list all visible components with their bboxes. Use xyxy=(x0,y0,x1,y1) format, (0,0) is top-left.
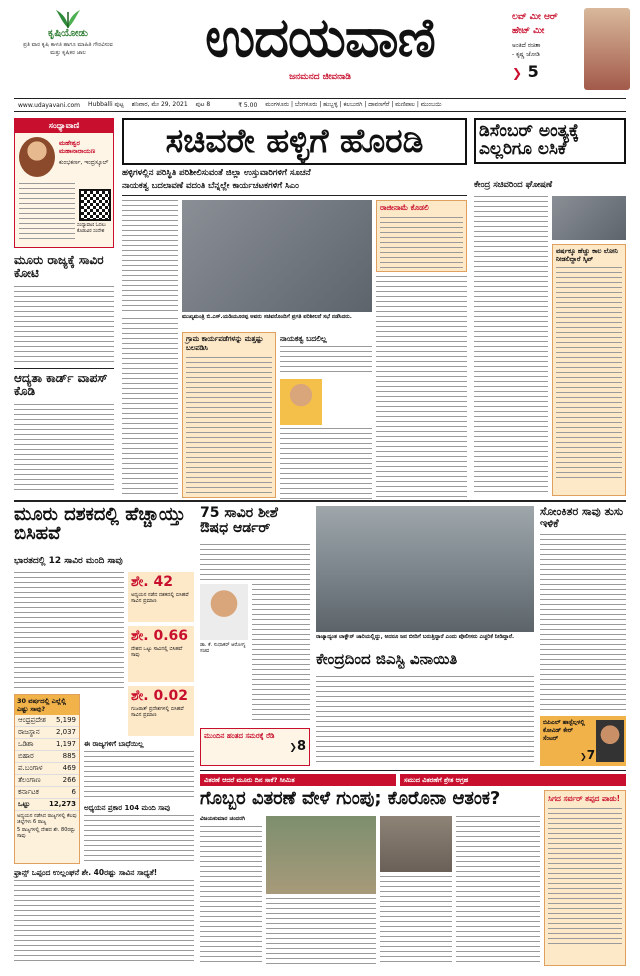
leadership-box-text-2 xyxy=(280,428,372,502)
sandhyavani-text xyxy=(19,183,75,243)
deaths-table-rows xyxy=(15,715,79,811)
promo-block[interactable] xyxy=(512,8,632,92)
price-label: ₹ 5.00 xyxy=(238,101,258,109)
december-box[interactable] xyxy=(552,244,626,496)
hostel-promo-photo xyxy=(596,720,624,762)
table-cell-state: ಒಟ್ಟು xyxy=(18,800,31,808)
section-divider xyxy=(14,500,626,502)
table-cell-state: ಆಂಧ್ರಪ್ರದೇಶ xyxy=(18,716,46,724)
left-divider xyxy=(14,368,114,369)
table-row xyxy=(15,799,79,811)
server-sidebox-title: ಸಿಗದ ಸರ್ವರ್ ತಪ್ಪದ ಪಾಡು! xyxy=(548,794,621,803)
december-subhead: ಕೇಂದ್ರ ಸಚಿವರಿಂದ ಘೋಷಣೆ xyxy=(474,180,553,190)
sandhyavani-name: ಮಹೇಶ್ವರ ಮಹಾನಾರಾಯಣ xyxy=(59,139,96,155)
server-sidebox[interactable] xyxy=(544,790,626,966)
website-link[interactable]: www.udayavani.com xyxy=(18,101,81,109)
stat-1-value: ಶೇ. 42 xyxy=(131,574,173,590)
lead-col-1-text xyxy=(122,200,178,312)
edition-label: Hubballi ಪುಟ್ಟ xyxy=(88,101,124,108)
resign-box-title: ರಾಜೀನಾಮೆ ಕೊಡಲಿ xyxy=(380,203,429,212)
unaffected-text xyxy=(84,751,194,797)
sandhyavani-place: ಕುಂಭಕರ್ಣ, ಇಂದ್ರಸ್ಕೂಲ್ xyxy=(59,159,109,166)
hostel-promo-page xyxy=(580,748,595,762)
next-page-number: 8 xyxy=(296,739,306,754)
table-row xyxy=(15,787,79,799)
table-cell-value: 5,199 xyxy=(55,716,76,724)
table-cell-state: ತೆಲಂಗಾಣ xyxy=(18,776,41,784)
village-box-title: ಗ್ರಾಮ ಕಾರ್ಯಪಡೆಗಳನ್ನು ಮತ್ತಷ್ಟು ಬಲಪಡಿಸಿ xyxy=(186,335,264,352)
lead-box-leadership[interactable] xyxy=(280,332,372,498)
table-cell-value: 1,197 xyxy=(55,740,76,748)
left-story-1-text xyxy=(14,286,114,364)
promo-page-value: 5 xyxy=(527,62,539,81)
chevron-right-icon: ❯ xyxy=(289,743,297,753)
table-row xyxy=(15,739,79,751)
bottom-label-left-text: ವಿತರಣೆ ಆದರೆ ಮೂರು ದಿನ ಸಾಕೆ? ಸೀಮಿತ xyxy=(204,776,295,784)
table-cell-state: ಒಡಿಶಾ xyxy=(18,740,34,748)
deaths-table-note-1: ಅಧ್ಯಯನ ನಡೆಸಿದ ರಾಜ್ಯಗಳಲ್ಲಿ ಕೆಲವು ಜಿಲ್ಲೆಗಳು 6 ರಾಜ್ಯ xyxy=(17,813,77,825)
deaths-table-note-2: 5 ರಾಜ್ಯಗಳಲ್ಲಿ ದೇಶದ ಶೇ. 80ರಷ್ಟು ಸಾವು xyxy=(17,827,76,839)
study-box[interactable] xyxy=(84,804,194,864)
left-headline-2[interactable]: ಆದ್ಯತಾ ಕಾರ್ಡ್ ವಾಪಸ್ ಕೊಡಿ xyxy=(14,371,108,398)
deaths-table-title: 30 ವರ್ಷದಲ್ಲಿ ಎಲ್ಲೆಲ್ಲಿ ಎಷ್ಟು ಸಾವು? xyxy=(15,695,79,715)
pages-label: ಪುಟ 8 xyxy=(195,101,211,108)
december-text-1 xyxy=(474,196,548,496)
left-brand-block xyxy=(18,8,118,88)
table-cell-value: 12,273 xyxy=(48,800,76,808)
logo: ಉದಯವಾಣಿ xyxy=(205,6,435,69)
village-box-text xyxy=(186,357,272,497)
lead-meeting-photo[interactable] xyxy=(182,200,372,312)
bottom-headline[interactable]: ಗೊಬ್ಬರ ವಿತರಣೆ ವೇಳೆ ಗುಂಪು; ಕೊರೊನಾ ಆತಂಕ? xyxy=(200,788,501,809)
left-headline-1[interactable]: ಮೂರು ರಾಜ್ಯಕ್ಕೆ ಸಾವಿರ ಕೋಟಿ xyxy=(14,253,104,280)
bottom-label-right xyxy=(400,774,626,786)
sudhakar-photo xyxy=(200,584,248,640)
unaffected-title: ಈ ರಾಜ್ಯಗಳಿಗೆ ಬಾಧೆಯಿಲ್ಲ xyxy=(84,740,144,748)
sudhakar-caption: ಡಾ. ಕೆ. ಸುಧಾಕರ್ ಆರೋಗ್ಯ ಸಚಿವ xyxy=(200,642,246,654)
cities-label: ಮಂಗಳೂರು | ಬೆಂಗಳೂರು | ಹುಬ್ಬಳ್ಳಿ | ಕಲಬುರಗಿ | ದಾವಣಗೆರೆ | ಮಣಿಪಾಲ | ಮುಂಬಯಿ xyxy=(265,101,442,108)
fertilizer-queue-photo xyxy=(266,816,376,894)
next-page-teaser[interactable] xyxy=(200,728,310,766)
stat-box-1 xyxy=(128,572,194,622)
december-box-title: ವರ್ಷಕ್ಕೂ ಹೆಚ್ಚು ಕಾಲ ಲೋನಿ ನೀಡಲಿದ್ದಾರೆ ಸ್ಕಿಪ್ xyxy=(556,247,618,263)
resign-box-text xyxy=(380,217,463,269)
date-label: ಶನಿವಾರ, ಮೇ 29, 2021 xyxy=(131,101,188,108)
sandhyavani-header: ಸಂಧ್ಯಾವಾಣಿ xyxy=(15,119,113,133)
minister-photo xyxy=(280,379,322,425)
qr-caption: ಸಂಧ್ಯಾವಾಣಿ ಓದಲು ಕೊಡುವಿರ ಸಂದೇಶ xyxy=(77,223,106,234)
lockdown-photo-caption: ರಾಜ್ಯಾದ್ಯಂತ ಲಾಕ್ಡೌನ್ ಜಾರಿಯಲ್ಲಿದ್ದು, ಅದರೂ ಜನ ಬೀದಿಗೆ ಬರುತ್ತಿದ್ದಾರೆ ಎಂದು ಪೊಲೀಸರು ಎಚ್ಚರಿಕೆ ನೀಡಿದ್ದಾರೆ. xyxy=(316,634,515,640)
next-page-badge xyxy=(289,739,306,754)
hostel-promo-text: ಬಿಪಿಎಲ್ ಹಾಸ್ಟೆಲ್ಗಳಲ್ಲಿ ಕೋವಿಡ್ ಕೇರ್ ಸೆಂಟರ್ xyxy=(543,719,585,742)
table-row xyxy=(15,727,79,739)
leadership-box-text-1 xyxy=(280,346,372,376)
lead-box-resign[interactable] xyxy=(376,200,467,272)
bottom-text-3 xyxy=(380,876,452,966)
promo-line1: ಲವ್ ಮೀ ಆರ್ xyxy=(512,12,558,22)
bottom-label-left xyxy=(200,774,396,786)
infection-text xyxy=(540,534,626,712)
december-box-text xyxy=(556,267,622,481)
three-decades-text xyxy=(14,572,124,690)
deaths-table xyxy=(14,694,80,864)
next-page-title: ಮುಂದಿನ ಹಂತದ ಸಮರಕ್ಕೆ ರೆಡಿ xyxy=(204,732,275,740)
three-decades-headline[interactable]: ಮೂರು ದಶಕದಲ್ಲಿ ಹೆಚ್ಚಾಯ್ತು ಬಿಸಿಹವೆ xyxy=(14,504,186,544)
bottom-text-1 xyxy=(200,826,262,966)
tagline: ಜನಮನದ ಜೀವನಾಡಿ xyxy=(289,72,351,82)
left-brand-subtitle: ಪ್ರತಿ ವಾರ ಕೃಷಿ ಕಾಳಜಿ ಹಾಗೂ ಮಾಹಿತಿ ಗೌರವಿಸುವ ಮತ್ತು ಕೃಷಿಕರ ಜಾಲ xyxy=(23,42,113,56)
sandhyavani-photo xyxy=(19,137,55,177)
bottom-byline: ವಿಜಯಕುಮಾರ ಚಂದರಗಿ xyxy=(200,816,246,822)
table-cell-value: 6 xyxy=(71,788,76,796)
three-decades-subhead: ಭಾರತದಲ್ಲಿ 12 ಸಾವಿರ ಮಂದಿ ಸಾವು xyxy=(14,556,123,566)
qr-code-icon[interactable] xyxy=(79,189,111,221)
table-cell-value: 266 xyxy=(62,776,76,784)
study-text xyxy=(84,815,194,861)
date-bar xyxy=(14,98,626,112)
table-cell-value: 885 xyxy=(62,752,76,760)
december-headline[interactable]: ಡಿಸೆಂಬರ್ ಅಂತ್ಯಕ್ಕೆ ಎಲ್ಲರಿಗೂ ಲಸಿಕೆ xyxy=(474,118,626,164)
study-title: ಅಧ್ಯಯನ ಪ್ರಕಾರ 104 ಮಂದಿ ಸಾವು xyxy=(84,804,171,812)
hostel-promo-box[interactable] xyxy=(540,716,626,766)
table-cell-state: ರಾಜಸ್ಥಾನ xyxy=(18,728,40,736)
promo-line2: ಹೇಟ್ ಮೀ xyxy=(512,26,545,36)
table-cell-value: 2,037 xyxy=(55,728,76,736)
stat-3-value: ಶೇ. 0.02 xyxy=(131,688,188,704)
lead-col-2-text xyxy=(122,318,178,498)
masthead xyxy=(0,0,640,96)
infection-headline[interactable]: ಸೋಂಕಿತರ ಸಾವು ತುಸು ಇಳಿಕೆ xyxy=(540,505,624,530)
oxygen-text-1 xyxy=(200,544,310,580)
table-cell-state: ಪ.ಬಂಗಾಳ xyxy=(18,764,43,772)
promo-actress-photo xyxy=(584,8,630,90)
lead-col-right-text xyxy=(376,276,467,498)
table-row xyxy=(15,715,79,727)
server-sidebox-text xyxy=(548,808,622,948)
lead-headline[interactable]: ಸಚಿವರೇ ಹಳ್ಳಿಗೆ ಹೊರಡಿ xyxy=(122,118,467,165)
lockdown-street-photo[interactable] xyxy=(316,506,534,632)
table-row xyxy=(15,775,79,787)
oxygen-text-2 xyxy=(252,584,310,724)
table-cell-state: ಕರ್ನಾಟಕ xyxy=(18,788,39,796)
lead-photo-caption: ಮುಖ್ಯಮಂತ್ರಿ ಬಿ.ಎಸ್.ಯಡಿಯೂರಪ್ಪ ಅವರು ಸಚಿವರೊಂದಿಗೆ ಪ್ರಗತಿ ಪರಿಶೀಲನೆ ಸಭೆ ನಡೆಸಿದರು. xyxy=(182,314,352,320)
stat-2-value: ಶೇ. 0.66 xyxy=(131,628,188,644)
stat-box-2 xyxy=(128,626,194,682)
chevron-right-icon: ❯ xyxy=(512,66,523,80)
table-row xyxy=(15,763,79,775)
stat-1-label: ಅಧ್ಯಯನ ನಡೆದ ದಶಕದಲ್ಲಿ ಬಿಸಿಹವೆ ಸಾವಿನ ಪ್ರಮಾಣ xyxy=(131,592,189,604)
stat-3-label: ಗುಜರಾತ್ ಪ್ರದೇಶಗಳಲ್ಲಿ ಬಿಸಿಹವೆ ಸಾವಿನ ಪ್ರಮಾಣ xyxy=(131,706,184,718)
bottom-label-right-text: ಸಮುದ ವಿತರಣೆಗೆ ಶ್ರೇತ ಆಗ್ರಹ xyxy=(404,776,469,784)
promo-page-number xyxy=(512,62,539,81)
bottom-divider xyxy=(200,770,626,771)
unaffected-states-box[interactable] xyxy=(84,740,194,800)
lead-box-village[interactable] xyxy=(182,332,276,498)
bottom-text-2 xyxy=(266,898,376,966)
table-cell-state: ಬಿಹಾರ xyxy=(18,752,34,760)
stat-box-3 xyxy=(128,686,194,736)
minister-javadekar-photo xyxy=(552,196,626,240)
hostel-promo-page-number: 7 xyxy=(586,748,596,762)
gst-headline[interactable]: ಕೇಂದ್ರದಿಂದ ಜಿಎಸ್ಟಿ ವಿನಾಯಿತಿ xyxy=(316,650,458,668)
lead-sub-divider xyxy=(122,195,467,196)
promo-line4: - ಕೃಷ್ಣ ಜೋಡಿ xyxy=(512,51,540,58)
promo-line3: ಅಂತಿದೆ ರಚಿತಾ xyxy=(512,42,541,49)
left-brand-title: ಕೃಷಿಯೋಡು xyxy=(48,28,88,39)
lead-subhead-2: ನಾಯಕತ್ವ ಬದಲಾವಣೆ ವದಂತಿ ಬೆನ್ನಲ್ಲೇ ಕಾರ್ಯಚಟಕಗಳಿಗೆ ಸಿಎಂ xyxy=(122,181,299,191)
bottom-text-4 xyxy=(456,816,540,966)
sandhyavani-box[interactable] xyxy=(14,118,114,248)
oxygen-headline[interactable]: 75 ಸಾವಿರ ಶೀಶೆ ಔಷಧ ಆರ್ಡರ್ xyxy=(200,505,278,536)
crowd-photo xyxy=(380,816,452,872)
left-story-2-text xyxy=(14,404,114,492)
leadership-box-title: ನಾಯಕತ್ವ ಬದಲಿಲ್ಲ xyxy=(280,334,327,343)
table-cell-value: 469 xyxy=(62,764,76,772)
stat-2-label: ದೇಶದ ಒಟ್ಟು ಸಾವಿನಲ್ಲಿ ಬಿಸಿಹವೆ ಸಾವು xyxy=(131,646,183,658)
table-row xyxy=(15,751,79,763)
gst-text xyxy=(316,676,534,764)
chevron-right-icon: ❯ xyxy=(580,752,587,761)
france-footer-headline[interactable]: ಫ್ರಾನ್ಸ್ ಒಪ್ಪಂದ ಉಲ್ಲಂಘನೆ ಶೇ. 40ರಷ್ಟು ಸಾವಿನ ಸಾಧ್ಯತೆ! xyxy=(14,868,158,877)
leaf-logo-icon xyxy=(54,8,82,28)
lead-subhead: ಹಳ್ಳಿಗಳಲ್ಲಿನ ಪರಿಸ್ಥಿತಿ ಪರಿಶೀಲಿಸುವಂತೆ ಜಿಲ್ಲಾ ಉಸ್ತುವಾರಿಗಳಿಗೆ ಸೂಚನೆ xyxy=(122,168,311,178)
france-footer-text xyxy=(14,880,194,964)
